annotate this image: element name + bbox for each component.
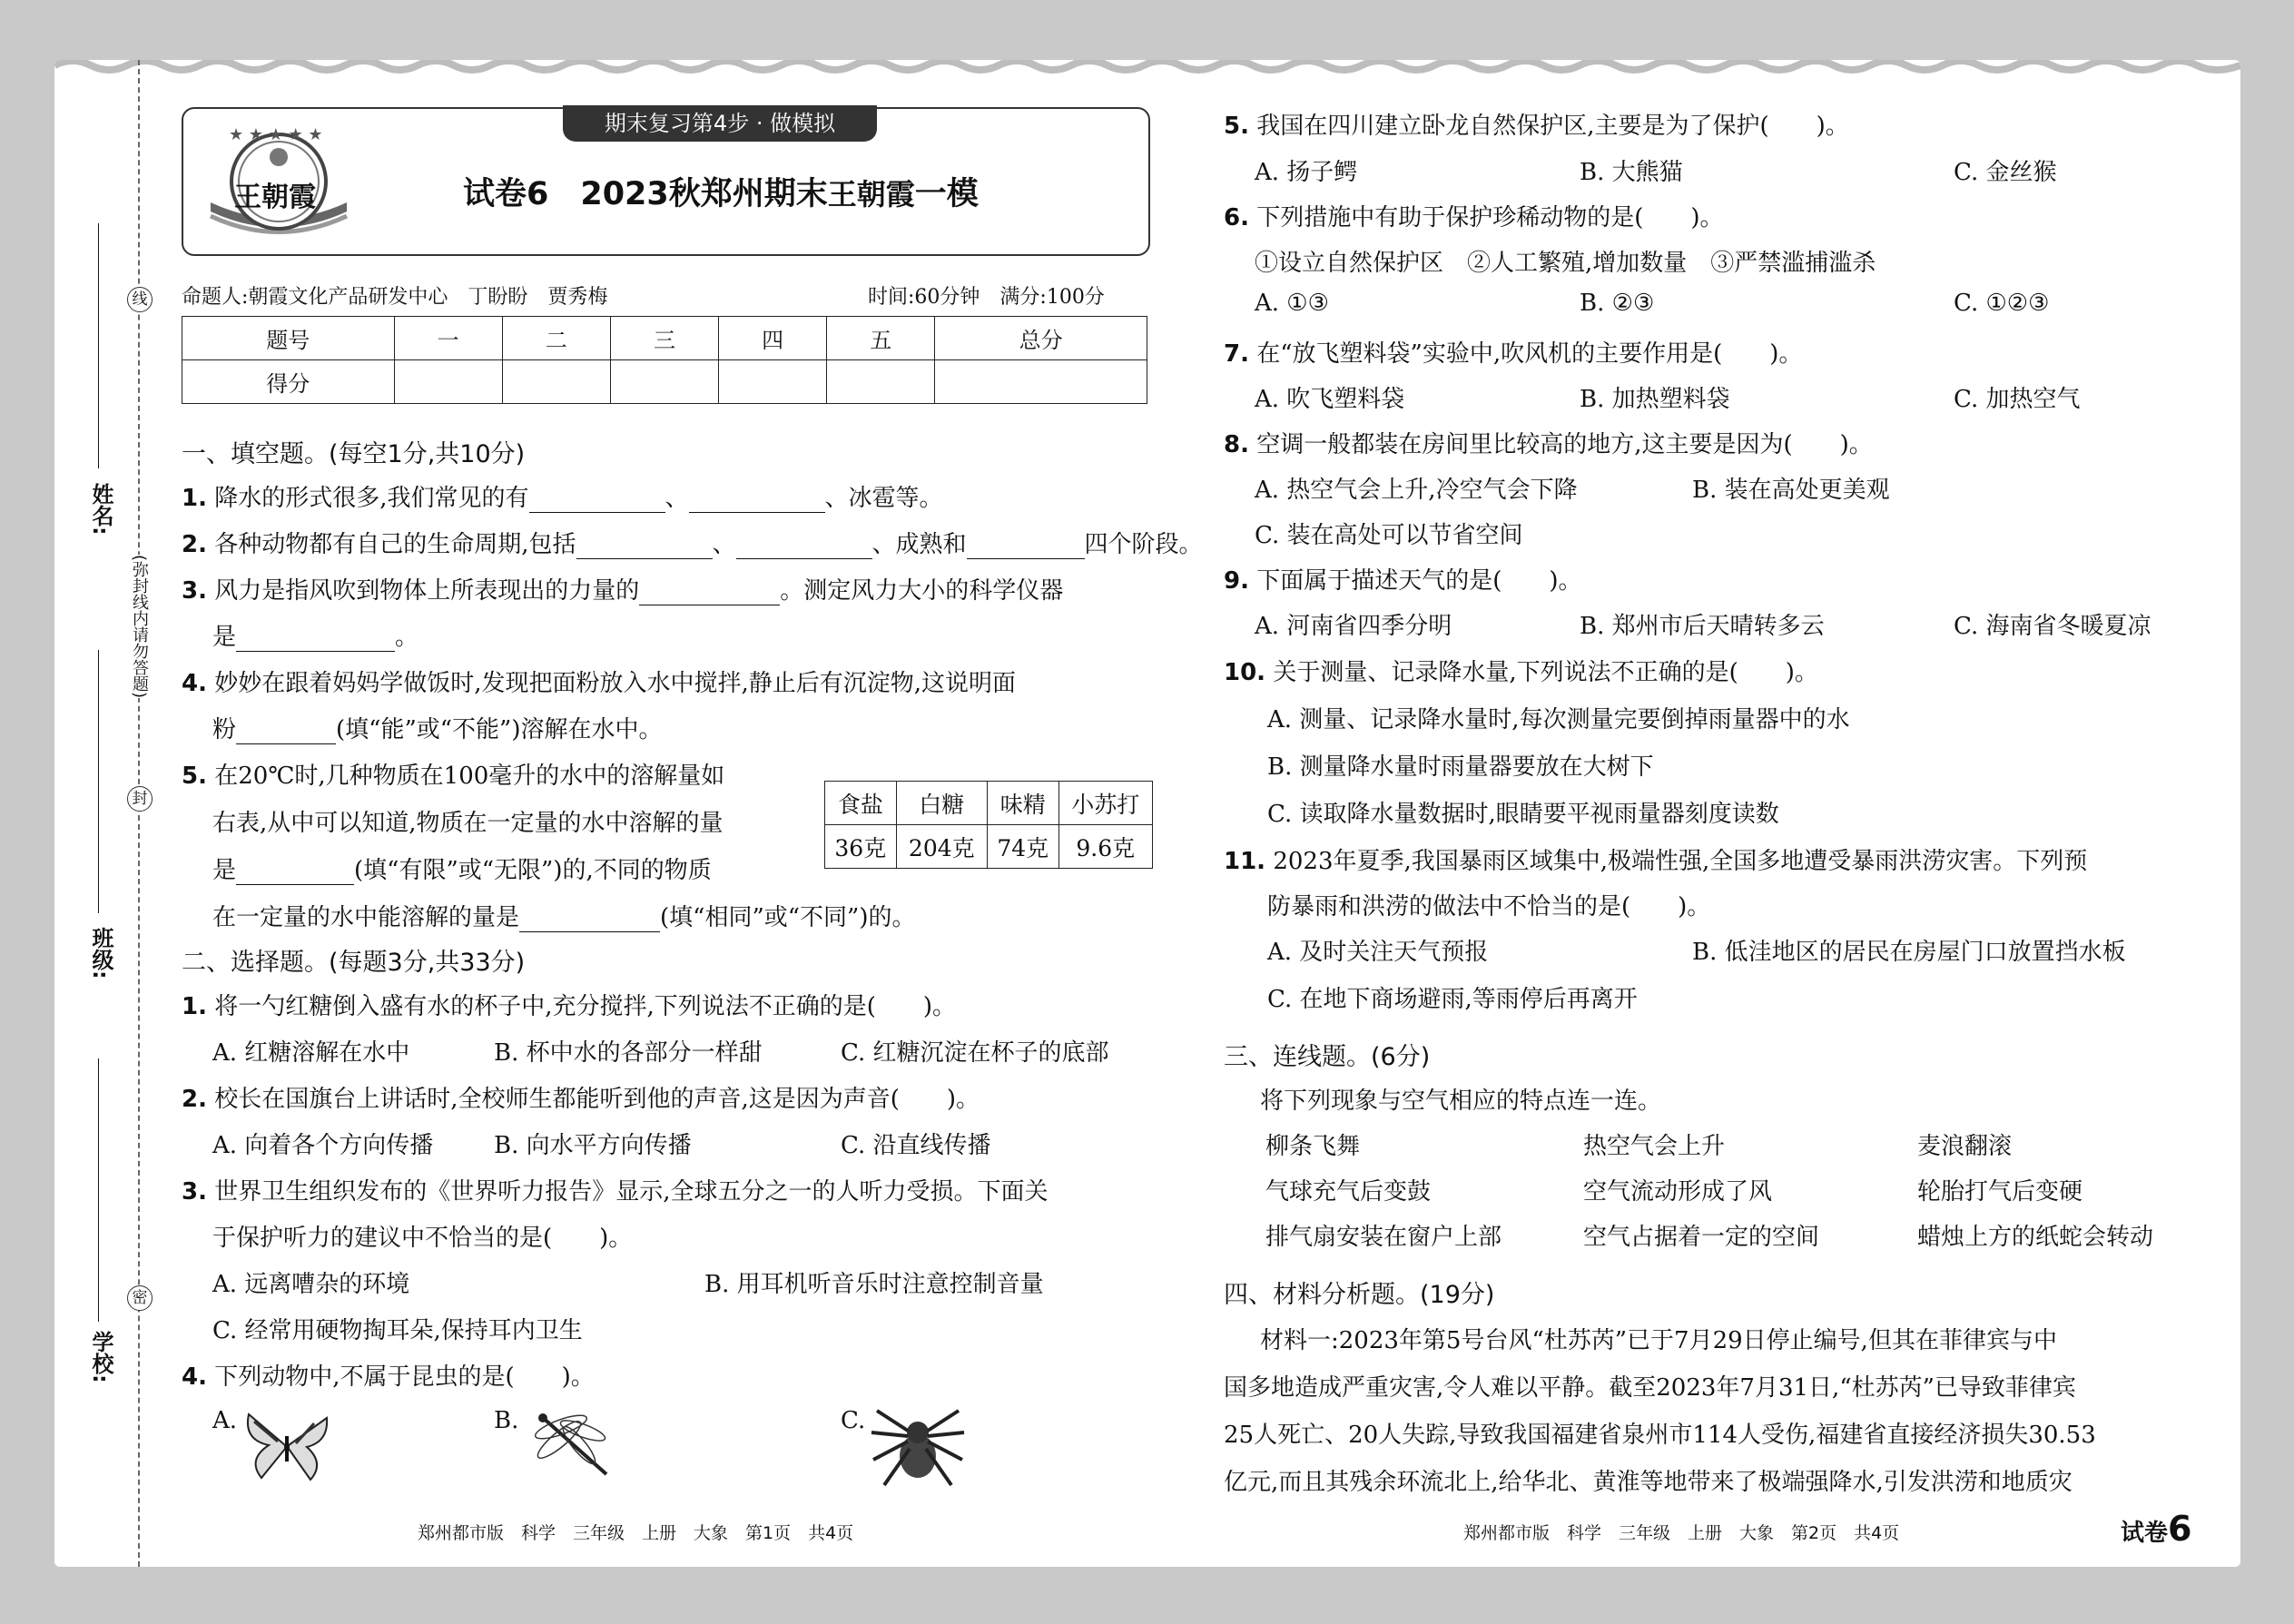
page-title — [463, 169, 979, 214]
q-text: 在“放飞塑料袋”实验中,吹风机的主要作用是( )。 — [1256, 340, 1803, 368]
school-field[interactable] — [98, 1058, 99, 1322]
q-number: 5. — [1224, 113, 1249, 140]
brand-logo — [202, 116, 356, 243]
q-text: 将一勺红糖倒入盛有水的杯子中,充分搅拌,下列说法不正确的是( )。 — [214, 993, 957, 1020]
score-input-cell[interactable] — [827, 360, 935, 404]
s2-q9 — [1224, 562, 1582, 595]
answer-blank[interactable] — [519, 908, 660, 932]
q-text: 妙妙在跟着妈妈学做饭时,发现把面粉放入水中搅拌,静止后有沉淀物,这说明面 — [214, 670, 1017, 697]
s2-q7 — [1224, 335, 1802, 369]
title-suffix: 一模 — [914, 176, 979, 212]
score-input-cell[interactable] — [935, 360, 1147, 404]
s2-q11-opt-a[interactable]: A. 及时关注天气预报 — [1267, 939, 1489, 966]
q-text: (填“能”或“不能”)溶解在水中。 — [336, 716, 663, 743]
answer-blank[interactable] — [529, 488, 665, 513]
s2-q3-opt-a[interactable]: A. 远离嘈杂的环境 — [212, 1271, 410, 1298]
s2-q7-opt-a[interactable]: A. 吹飞塑料袋 — [1255, 386, 1405, 413]
q-text: 、冰雹等。 — [824, 485, 943, 512]
paper-badge-label: 试卷 — [2121, 1520, 2169, 1547]
q-text: 降水的形式很多,我们常见的有 — [214, 485, 529, 512]
q-text: 关于测量、记录降水量,下列说法不正确的是( )。 — [1273, 659, 1818, 686]
q-text: 粉 — [212, 716, 237, 743]
s2-q3 — [182, 1173, 1049, 1206]
name-label: 姓名: — [88, 483, 113, 536]
material-line: 25人死亡、20人失踪,导致我国福建省泉州市114人受伤,福建省直接经济损失30.53 — [1224, 1422, 2096, 1449]
section1-title: 一、填空题。(每空1分,共10分) — [182, 440, 526, 468]
s2-q11 — [1224, 842, 2087, 876]
answer-blank[interactable] — [576, 535, 713, 559]
s1-q5-line4 — [212, 899, 915, 932]
q-number: 7. — [1224, 340, 1249, 368]
section4-title: 四、材料分析题。(19分) — [1224, 1281, 1495, 1309]
solubility-header: 白糖 — [896, 782, 987, 825]
answer-blank[interactable] — [639, 581, 780, 605]
s2-q11-opt-c[interactable]: C. 在地下商场避雨,等雨停后再离开 — [1267, 986, 1638, 1013]
s2-q6-opt-a[interactable]: A. ①③ — [1255, 290, 1329, 317]
s2-q6-opt-b[interactable]: B. ②③ — [1580, 290, 1655, 317]
header-banner: 期末复习第4步 · 做模拟 — [563, 105, 877, 142]
class-label: 班级: — [88, 927, 113, 979]
s2-q8-opt-b[interactable]: B. 装在高处更美观 — [1692, 477, 1890, 504]
s2-q1 — [182, 988, 956, 1021]
butterfly-icon — [241, 1409, 332, 1483]
s1-q4 — [182, 664, 1016, 698]
q-text: 空调一般都装在房间里比较高的地方,这主要是因为( )。 — [1256, 431, 1873, 458]
match-right-item[interactable]: 蜡烛上方的纸蛇会转动 — [1917, 1224, 2154, 1251]
score-header-cell: 三 — [610, 317, 718, 360]
q-number: 10. — [1224, 659, 1266, 686]
s2-q4-opt-c[interactable]: C. — [841, 1407, 866, 1434]
score-input-cell[interactable] — [610, 360, 718, 404]
s1-q5-line3 — [212, 851, 712, 885]
section3-title: 三、连线题。(6分) — [1224, 1043, 1431, 1071]
s2-q5-opt-b[interactable]: B. 大熊猫 — [1580, 159, 1683, 186]
s1-q3-cont — [212, 618, 418, 652]
exam-sheet — [54, 60, 2240, 1567]
q-text: 我国在四川建立卧龙自然保护区,主要是为了保护( )。 — [1256, 113, 1849, 140]
s2-q3-opt-c[interactable]: C. 经常用硬物掏耳朵,保持耳内卫生 — [212, 1317, 583, 1344]
q-text: 风力是指风吹到物体上所表现出的力量的 — [214, 577, 640, 605]
s3-instruction: 将下列现象与空气相应的特点连一连。 — [1260, 1088, 1662, 1115]
s2-q10 — [1224, 654, 1818, 687]
score-table-score-row — [182, 360, 1147, 404]
s2-q11-line2: 防暴雨和洪涝的做法中不恰当的是( )。 — [1267, 893, 1711, 920]
s2-q1-opt-a[interactable]: A. 红糖溶解在水中 — [212, 1039, 410, 1067]
q-number: 11. — [1224, 848, 1266, 875]
material-line: 材料一:2023年第5号台风“杜苏芮”已于7月29日停止编号,但其在菲律宾与中 — [1260, 1327, 2057, 1354]
q-text: (填“相同”或“不同”)的。 — [660, 904, 916, 931]
q-text: 、 — [665, 485, 689, 512]
score-header-cell: 二 — [502, 317, 610, 360]
s2-q11-opt-b[interactable]: B. 低洼地区的居民在房屋门口放置挡水板 — [1692, 939, 2126, 966]
s2-q5-opt-a[interactable]: A. 扬子鳄 — [1255, 159, 1358, 186]
q-number: 5. — [182, 763, 207, 790]
spider-icon — [868, 1405, 968, 1489]
s2-q8-opt-c[interactable]: C. 装在高处可以节省空间 — [1255, 522, 1523, 549]
q-text: 世界卫生组织发布的《世界听力报告》显示,全球五分之一的人听力受损。下面关 — [214, 1178, 1049, 1206]
time-score: 时间:60分钟 满分:100分 — [868, 286, 1105, 309]
q-number: 6. — [1224, 204, 1249, 231]
s2-q4-opt-a[interactable]: A. — [212, 1407, 238, 1434]
s2-q8 — [1224, 426, 1873, 459]
answer-blank[interactable] — [736, 535, 872, 559]
s2-q9-opt-c[interactable]: C. 海南省冬暖夏凉 — [1954, 613, 2151, 640]
answer-blank[interactable] — [689, 488, 825, 513]
footer-right: 郑州都市版 科学 三年级 上册 大象 第2页 共4页 — [1463, 1523, 1900, 1543]
q-text: 在一定量的水中能溶解的量是 — [212, 904, 520, 931]
score-header-cell: 四 — [719, 317, 827, 360]
class-field[interactable] — [98, 650, 99, 913]
s2-q3-line2: 于保护听力的建议中不恰当的是( )。 — [212, 1225, 633, 1252]
solubility-header: 味精 — [987, 782, 1058, 825]
material-line: 国多地造成严重灾害,令人难以平静。截至2023年7月31日,“杜苏芮”已导致菲律宾 — [1224, 1374, 2076, 1402]
q-text: 下列动物中,不属于昆虫的是( )。 — [214, 1363, 595, 1391]
footer-left: 郑州都市版 科学 三年级 上册 大象 第1页 共4页 — [418, 1523, 854, 1543]
q-number: 2. — [182, 1086, 207, 1113]
q-number: 4. — [182, 670, 207, 697]
s1-q5-line2: 右表,从中可以知道,物质在一定量的水中溶解的量 — [212, 810, 724, 837]
match-left-item[interactable]: 柳条飞舞 — [1265, 1133, 1361, 1160]
q-number: 8. — [1224, 431, 1249, 458]
q-number: 1. — [182, 993, 207, 1020]
q-number: 2. — [182, 531, 207, 558]
logo-text: 王朝霞 — [234, 182, 316, 213]
s2-q3-opt-b[interactable]: B. 用耳机听音乐时注意控制音量 — [704, 1271, 1044, 1298]
score-row-label: 得分 — [182, 360, 395, 404]
s2-q2-opt-a[interactable]: A. 向着各个方向传播 — [212, 1132, 434, 1159]
section2-title: 二、选择题。(每题3分,共33分) — [182, 949, 526, 977]
match-middle-item[interactable]: 空气流动形成了风 — [1583, 1178, 1773, 1206]
q-text: 下列措施中有助于保护珍稀动物的是( )。 — [1256, 204, 1724, 231]
s1-q2 — [182, 526, 1203, 559]
q-text: 是 — [212, 624, 237, 651]
score-header-cell: 一 — [394, 317, 502, 360]
q-number: 4. — [182, 1363, 207, 1391]
s2-q9-opt-b[interactable]: B. 郑州市后天晴转多云 — [1580, 613, 1825, 640]
s2-q5 — [1224, 107, 1849, 141]
score-input-cell[interactable] — [719, 360, 827, 404]
q-number: 3. — [182, 577, 207, 605]
answer-blank[interactable] — [967, 535, 1085, 559]
s1-q3 — [182, 572, 1063, 605]
s1-q4-cont — [212, 711, 662, 744]
q-number: 3. — [182, 1178, 207, 1206]
match-left-item[interactable]: 气球充气后变鼓 — [1265, 1178, 1432, 1206]
q-text: (填“有限”或“无限”)的,不同的物质 — [354, 857, 712, 884]
s1-q1 — [182, 479, 943, 513]
s2-q4 — [182, 1358, 595, 1392]
svg-text:★ ★ ★ ★ ★: ★ ★ ★ ★ ★ — [229, 125, 323, 144]
q-number: 1. — [182, 485, 207, 512]
match-middle-item[interactable]: 空气占据着一定的空间 — [1583, 1224, 1820, 1251]
s2-q9-opt-a[interactable]: A. 河南省四季分明 — [1255, 613, 1452, 640]
s2-q1-opt-c[interactable]: C. 红糖沉淀在杯子的底部 — [841, 1039, 1109, 1067]
authors: 命题人:朝霞文化产品研发中心 丁盼盼 贾秀梅 — [182, 286, 608, 309]
binding-line — [138, 60, 140, 1567]
solubility-header-row — [825, 782, 1153, 825]
q-text: 是 — [212, 857, 237, 884]
match-middle-item[interactable]: 热空气会上升 — [1583, 1133, 1726, 1160]
q-text: 各种动物都有自己的生命周期,包括 — [214, 531, 576, 558]
q-text: 四个阶段。 — [1084, 531, 1203, 558]
s2-q6-opt-c[interactable]: C. ①②③ — [1954, 290, 2050, 317]
q-text: 。 — [395, 624, 419, 651]
match-right-item[interactable]: 轮胎打气后变硬 — [1917, 1178, 2083, 1206]
solubility-value: 9.6克 — [1058, 825, 1152, 869]
answer-blank[interactable] — [236, 627, 395, 652]
score-header-cell: 五 — [827, 317, 935, 360]
score-table — [182, 316, 1147, 404]
q-text: 校长在国旗台上讲话时,全校师生都能听到他的声音,这是因为声音( )。 — [214, 1086, 980, 1113]
s2-q10-opt-c[interactable]: C. 读取降水量数据时,眼睛要平视雨量器刻度读数 — [1267, 801, 1779, 828]
school-label: 学校: — [88, 1331, 113, 1383]
q-text: 下面属于描述天气的是( )。 — [1256, 567, 1582, 595]
score-header-cell: 总分 — [935, 317, 1147, 360]
s2-q2-opt-c[interactable]: C. 沿直线传播 — [841, 1132, 991, 1159]
s2-q7-opt-b[interactable]: B. 加热塑料袋 — [1580, 386, 1730, 413]
line-mark: 线 — [127, 287, 153, 312]
binding-note: (弥封线内请勿答题) — [127, 555, 151, 698]
solubility-header: 食盐 — [825, 782, 897, 825]
score-input-cell[interactable] — [502, 360, 610, 404]
q-text: 在20℃时,几种物质在100毫升的水中的溶解量如 — [214, 763, 725, 790]
solubility-value: 74克 — [987, 825, 1058, 869]
q-text: 2023年夏季,我国暴雨区域集中,极端性强,全国多地遭受暴雨洪涝灾害。下列预 — [1273, 848, 2088, 875]
s2-q8-opt-a[interactable]: A. 热空气会上升,冷空气会下降 — [1255, 477, 1578, 504]
s2-q7-opt-c[interactable]: C. 加热空气 — [1954, 386, 2081, 413]
dragonfly-icon — [523, 1409, 623, 1483]
solubility-value: 36克 — [825, 825, 897, 869]
s2-q4-opt-b[interactable]: B. — [494, 1407, 519, 1434]
title-brand: 王朝霞 — [827, 177, 915, 212]
s2-q5-opt-c[interactable]: C. 金丝猴 — [1954, 159, 2057, 186]
wave-border-top-icon — [54, 60, 2240, 82]
q-text: 、 — [712, 531, 736, 558]
score-table-header-row — [182, 317, 1147, 360]
s1-q5 — [182, 757, 724, 791]
q-text: 。测定风力大小的科学仪器 — [780, 577, 1064, 605]
score-header-cell: 题号 — [182, 317, 395, 360]
s2-q6-line2: ①设立自然保护区 ②人工繁殖,增加数量 ③严禁滥捕滥杀 — [1255, 250, 1876, 277]
solubility-table — [824, 781, 1153, 869]
match-left-item[interactable]: 排气扇安装在窗户上部 — [1265, 1224, 1502, 1251]
close-mark: 密 — [127, 1285, 153, 1311]
paper-badge-number: 6 — [2168, 1509, 2192, 1549]
s2-q2 — [182, 1080, 980, 1114]
title-main: 试卷6 2023秋郑州期末 — [463, 176, 828, 212]
q-number: 9. — [1224, 567, 1249, 595]
solubility-header: 小苏打 — [1058, 782, 1152, 825]
s2-q10-opt-b[interactable]: B. 测量降水量时雨量器要放在大树下 — [1267, 753, 1654, 781]
seal-mark: 封 — [127, 786, 153, 812]
solubility-value: 204克 — [896, 825, 987, 869]
s2-q6 — [1224, 199, 1724, 232]
answer-blank[interactable] — [236, 861, 354, 885]
solubility-value-row — [825, 825, 1153, 869]
paper-badge — [2121, 1509, 2191, 1549]
q-text: 、成熟和 — [871, 531, 967, 558]
s2-q10-opt-a[interactable]: A. 测量、记录降水量时,每次测量完要倒掉雨量器中的水 — [1267, 706, 1850, 733]
s2-q2-opt-b[interactable]: B. 向水平方向传播 — [494, 1132, 692, 1159]
score-input-cell[interactable] — [394, 360, 502, 404]
material-line: 亿元,而且其残余环流北上,给华北、黄淮等地带来了极端强降水,引发洪涝和地质灾 — [1224, 1469, 2072, 1496]
answer-blank[interactable] — [236, 720, 336, 744]
s2-q1-opt-b[interactable]: B. 杯中水的各部分一样甜 — [494, 1039, 763, 1067]
match-right-item[interactable]: 麦浪翻滚 — [1917, 1133, 2013, 1160]
name-field[interactable] — [98, 223, 99, 468]
